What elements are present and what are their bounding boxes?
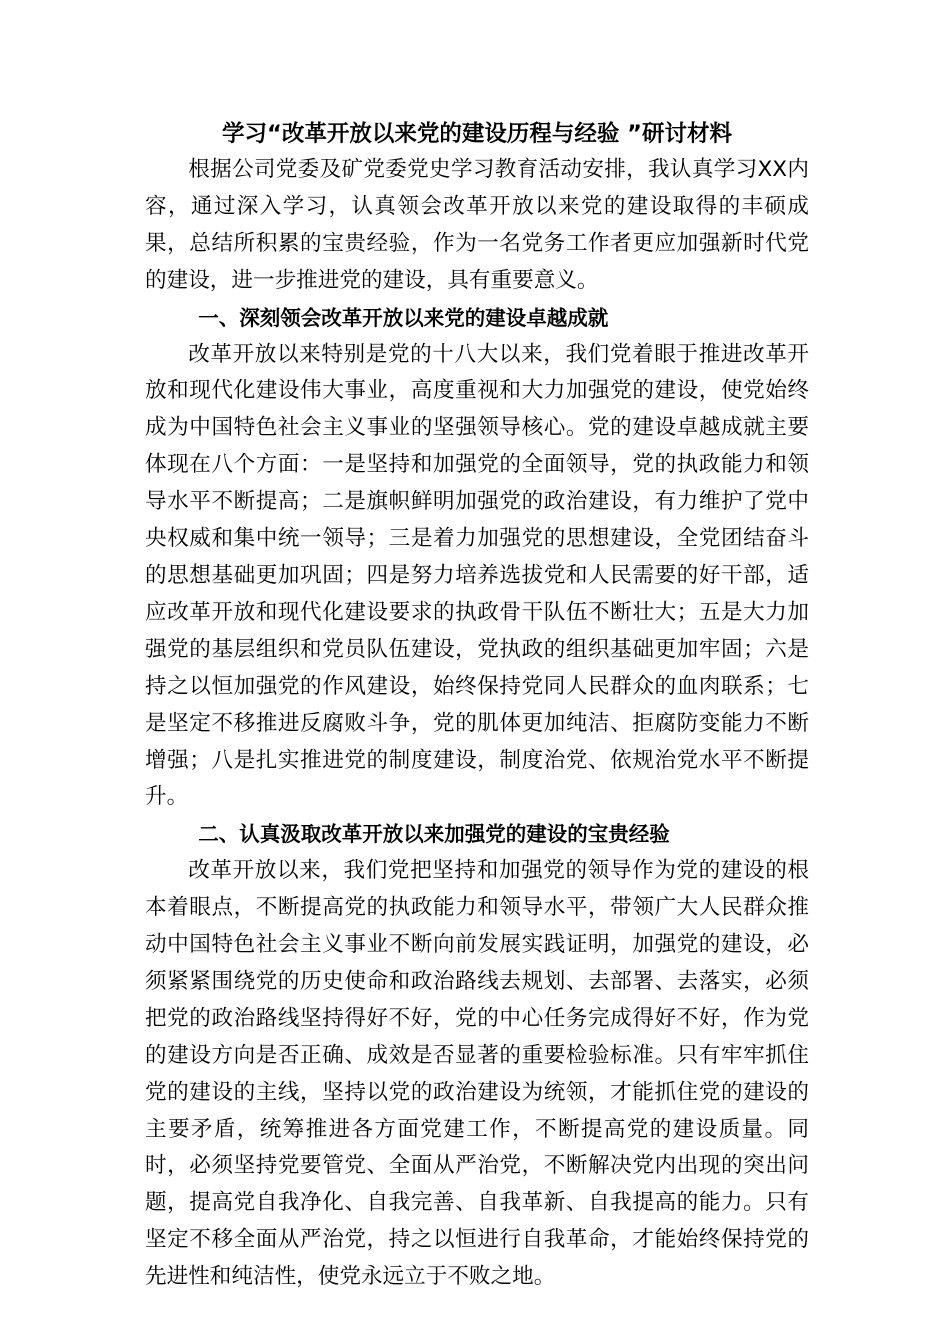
section-2-heading: 二、认真汲取改革开放以来加强党的建设的宝贵经验 [198,822,670,847]
section-1-heading: 一、深刻领会改革开放以来党的建设卓越成就 [198,305,609,330]
section-2-body: 改革开放以来，我们党把坚持和加强党的领导作为党的建设的根本着眼点，不断提高党的执政能力和领导水平，带领广大人民群众推动中国特色社会主义事业不断向前发展实践证明，加强党的建设，必须紧紧围绕党的历史使命和政治路线去规划、去部署、去落实，必须把党的政治路线坚持得好不好，党的中心任务完成得好不好，作为党的建设方向是否正确、成效是否显著的重要检验标准。只有牢牢抓住党的建设的主线，坚持以党的政治建设为统领，才能抓住党的建设的主要矛盾，统筹推进各方面党建工作，不断提高党的建设质量。同时，必须坚持党要管党、全面从严治党，不断解决党内出现的突出问题，提高党自我净化、自我完善、自我革新、自我提高的能力。只有坚定不移全面从严治党，持之以恒进行自我革命，才能始终保持党的先进性和纯洁性，使党永远立于不败之地。 [145,858,809,1290]
document-page [145,116,809,1296]
section-1-body: 改革开放以来特别是党的十八大以来，我们党着眼于推进改革开放和现代化建设伟大事业，高度重视和大力加强党的建设，使党始终成为中国特色社会主义事业的坚强领导核心。党的建设卓越成就主要体现在八个方面：一是坚持和加强党的全面领导，党的执政能力和领导水平不断提高；二是旗帜鲜明加强党的政治建设，有力维护了党中央权威和集中统一领导；三是着力加强党的思想建设，全党团结奋斗的思想基础更加巩固；四是努力培养选拔党和人民需要的好干部，适应改革开放和现代化建设要求的执政骨干队伍不断壮大；五是大力加强党的基层组织和党员队伍建设，党执政的组织基础更加牢固；六是持之以恒加强党的作风建设，始终保持党同人民群众的血肉联系；七是坚定不移推进反腐败斗争，党的肌体更加纯洁、拒腐防变能力不断增强；八是扎实推进党的制度建设，制度治党、依规治党水平不断提升。 [145,341,809,810]
document-title: 学习“改革开放以来党的建设历程与经验 ”研讨材料 [222,121,732,147]
intro-paragraph: 根据公司党委及矿党委党史学习教育活动安排，我认真学习XX内容，通过深入学习，认真领会改革开放以来党的建设取得的丰硕成果，总结所积累的宝贵经验，作为一名党务工作者更应加强新时代党的建设，进一步推进党的建设，具有重要意义。 [145,157,809,293]
